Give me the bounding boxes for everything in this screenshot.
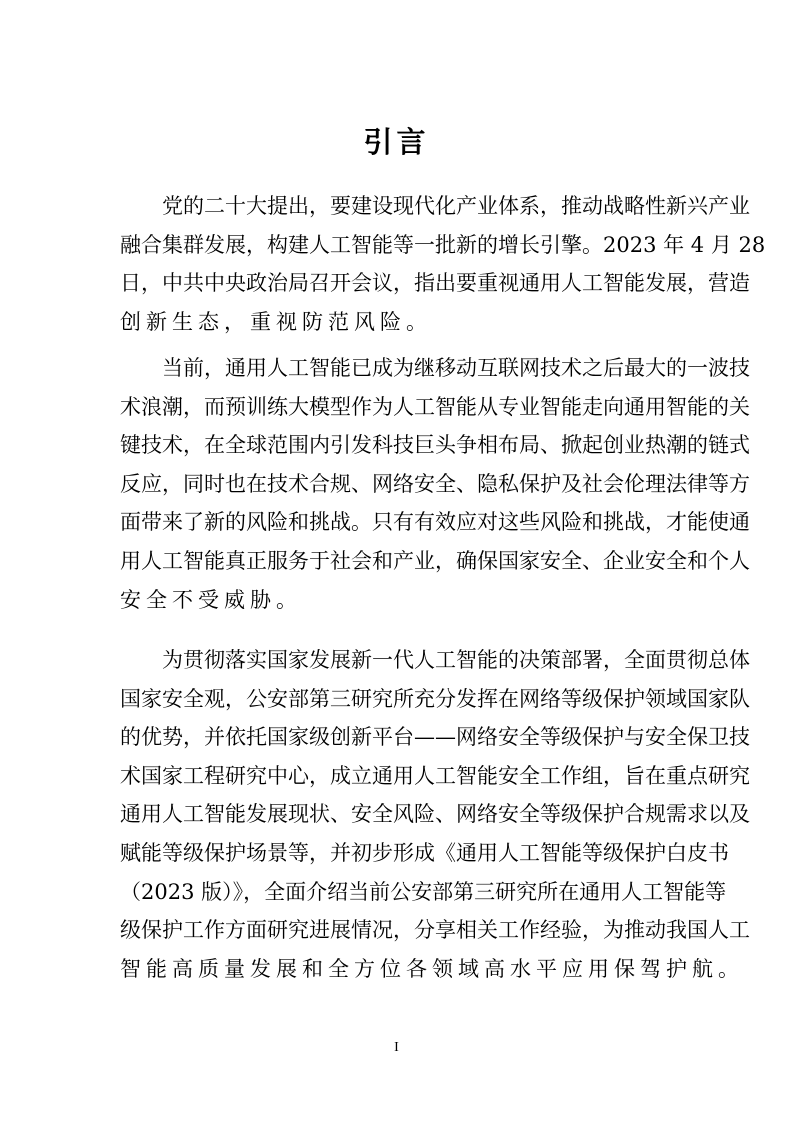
- text-line: 面带来了新的风险和挑战。只有有效应对这些风险和挑战，才能使通: [120, 510, 750, 535]
- text-line: 为贯彻落实国家发展新一代人工智能的决策部署，全面贯彻总体: [162, 648, 750, 672]
- text-line: 党的二十大提出，要建设现代化产业体系，推动战略性新兴产业: [162, 194, 750, 218]
- paragraph-1: [120, 187, 766, 341]
- text-line: 术国家工程研究中心，成立通用人工智能安全工作组，旨在重点研究: [120, 763, 750, 788]
- text-line: 用人工智能真正服务于社会和产业，确保国家安全、企业安全和个人: [120, 548, 750, 573]
- text-line: 赋能等级保护场景等，并初步形成《通用人工智能等级保护白皮书: [120, 840, 729, 865]
- text-line: 创新生态，重视防范风险。: [120, 309, 432, 334]
- page-number: I: [394, 1040, 399, 1055]
- text-line: 智能高质量发展和全方位各领域高水平应用保驾护航。: [120, 956, 744, 981]
- text-line: 当前，通用人工智能已成为继移动互联网技术之后最大的一波技: [162, 356, 750, 380]
- text-line: 反应，同时也在技术合规、网络安全、隐私保护及社会伦理法律等方: [120, 471, 750, 496]
- text-line: 日，中共中央政治局召开会议，指出要重视通用人工智能发展，营造: [120, 271, 750, 296]
- page-title: 引言: [363, 125, 430, 159]
- text-line: 术浪潮，而预训练大模型作为人工智能从专业智能走向通用智能的关: [120, 394, 750, 419]
- text-line: 级保护工作方面研究进展情况，分享相关工作经验，为推动我国人工: [120, 918, 750, 943]
- text-line: 安全不受威胁。: [120, 587, 302, 612]
- paragraph-3: [120, 641, 750, 988]
- paragraph-2: [120, 349, 750, 619]
- text-line: 键技术，在全球范围内引发科技巨头争相布局、掀起创业热潮的链式: [120, 433, 750, 458]
- text-line: 融合集群发展，构建人工智能等一批新的增长引擎。2023 年 4 月 28: [120, 232, 766, 257]
- text-line: 通用人工智能发展现状、安全风险、网络安全等级保护合规需求以及: [120, 802, 750, 827]
- text-line: 的优势，并依托国家级创新平台——网络安全等级保护与安全保卫技: [120, 725, 750, 750]
- text-line: 国家安全观，公安部第三研究所充分发挥在网络等级保护领域国家队: [120, 686, 750, 711]
- text-line: （2023 版）》，全面介绍当前公安部第三研究所在通用人工智能等: [120, 879, 727, 904]
